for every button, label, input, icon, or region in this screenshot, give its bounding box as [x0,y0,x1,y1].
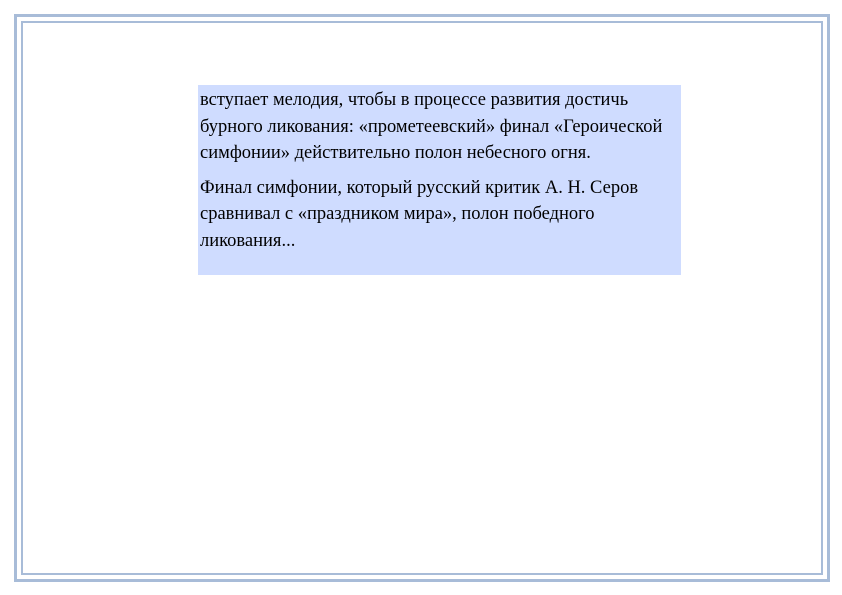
paragraph-2: Финал симфонии, который русский критик А. Н. Серов сравнивал с «праздником мира», полон победного ликования... [200,177,639,251]
paragraph-1: вступает мелодия, чтобы в процессе развития достичь бурного ликования: «прометеевский» финал «Героической симфонии» действительно полон небесного огня. [200,90,663,163]
text-box [198,85,681,275]
